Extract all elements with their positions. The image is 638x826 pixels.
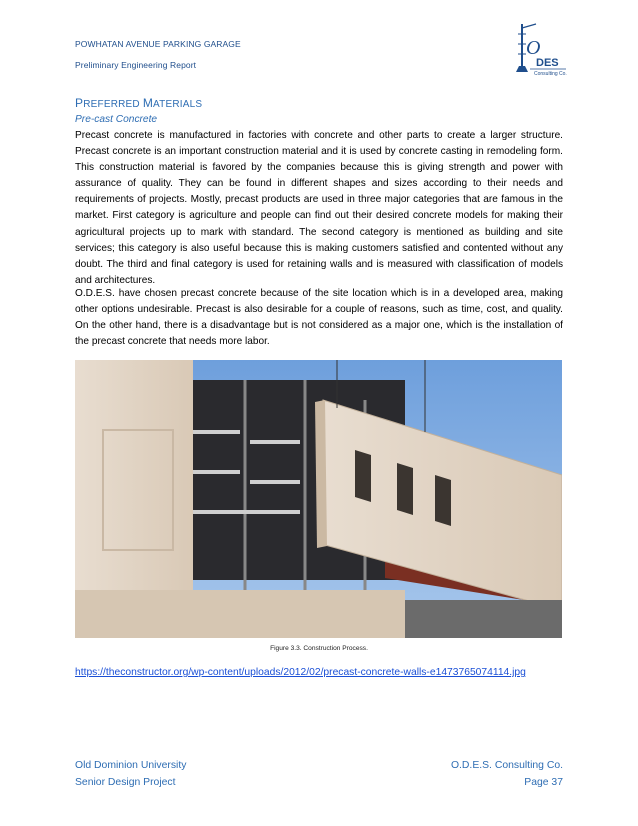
logo-subtext: Consulting Co.	[534, 71, 567, 77]
paragraph-precast-description: Precast concrete is manufactured in factories with concrete and other parts to create a larger structure. Precast concrete is an important construction material and it is used by concrete casting in remodeling form. This construction material is favored by the companies because this is giving strength and power with assurance of quality. They can be found in different shapes and sizes according to their needs and requirements of projects. Mostly, precast products are used in three major categories that are famous in the market. First category is agriculture and people can find out their desired concrete models for making their agricultural projects up to mark with standard. The second category is mentioned as building and site services; this category is also useful because this is making customers satisfied and contented without any doubt. The third and final category is used for retaining walls and is measured with classification of models and architectures.	[75, 130, 563, 286]
logo-text: DES	[536, 57, 559, 69]
figure-caption: Figure 3.3. Construction Process.	[270, 645, 368, 652]
construction-photo	[75, 360, 562, 638]
header-project-title: POWHATAN AVENUE PARKING GARAGE	[75, 39, 241, 49]
footer-page-number: Page 37	[524, 777, 563, 788]
paragraph-odes-choice: O.D.E.S. have chosen precast concrete because of the site location which is in a developed area, making other options undesirable. Precast is also desirable for a couple of reasons, such as time, cost, and quality. On the other hand, there is a disadvantage but is not considered as a major one, which is the installation of the precast concrete that needs more labor.	[75, 288, 563, 348]
figure-source-link[interactable]: https://theconstructor.org/wp-content/uploads/2012/02/precast-concrete-walls-e1473765074114.jpg	[75, 667, 526, 678]
logo-letter: O	[526, 37, 541, 59]
company-logo	[508, 20, 568, 82]
footer-project: Senior Design Project	[75, 777, 176, 788]
header-report-type: Preliminary Engineering Report	[75, 60, 197, 70]
footer-university: Old Dominion University	[75, 760, 187, 771]
section-title: PREFERRED MATERIALS	[75, 96, 203, 110]
footer-company: O.D.E.S. Consulting Co.	[450, 760, 563, 771]
subsection-title: Pre-cast Concrete	[75, 114, 158, 125]
construction-photo-drawing	[75, 360, 562, 638]
